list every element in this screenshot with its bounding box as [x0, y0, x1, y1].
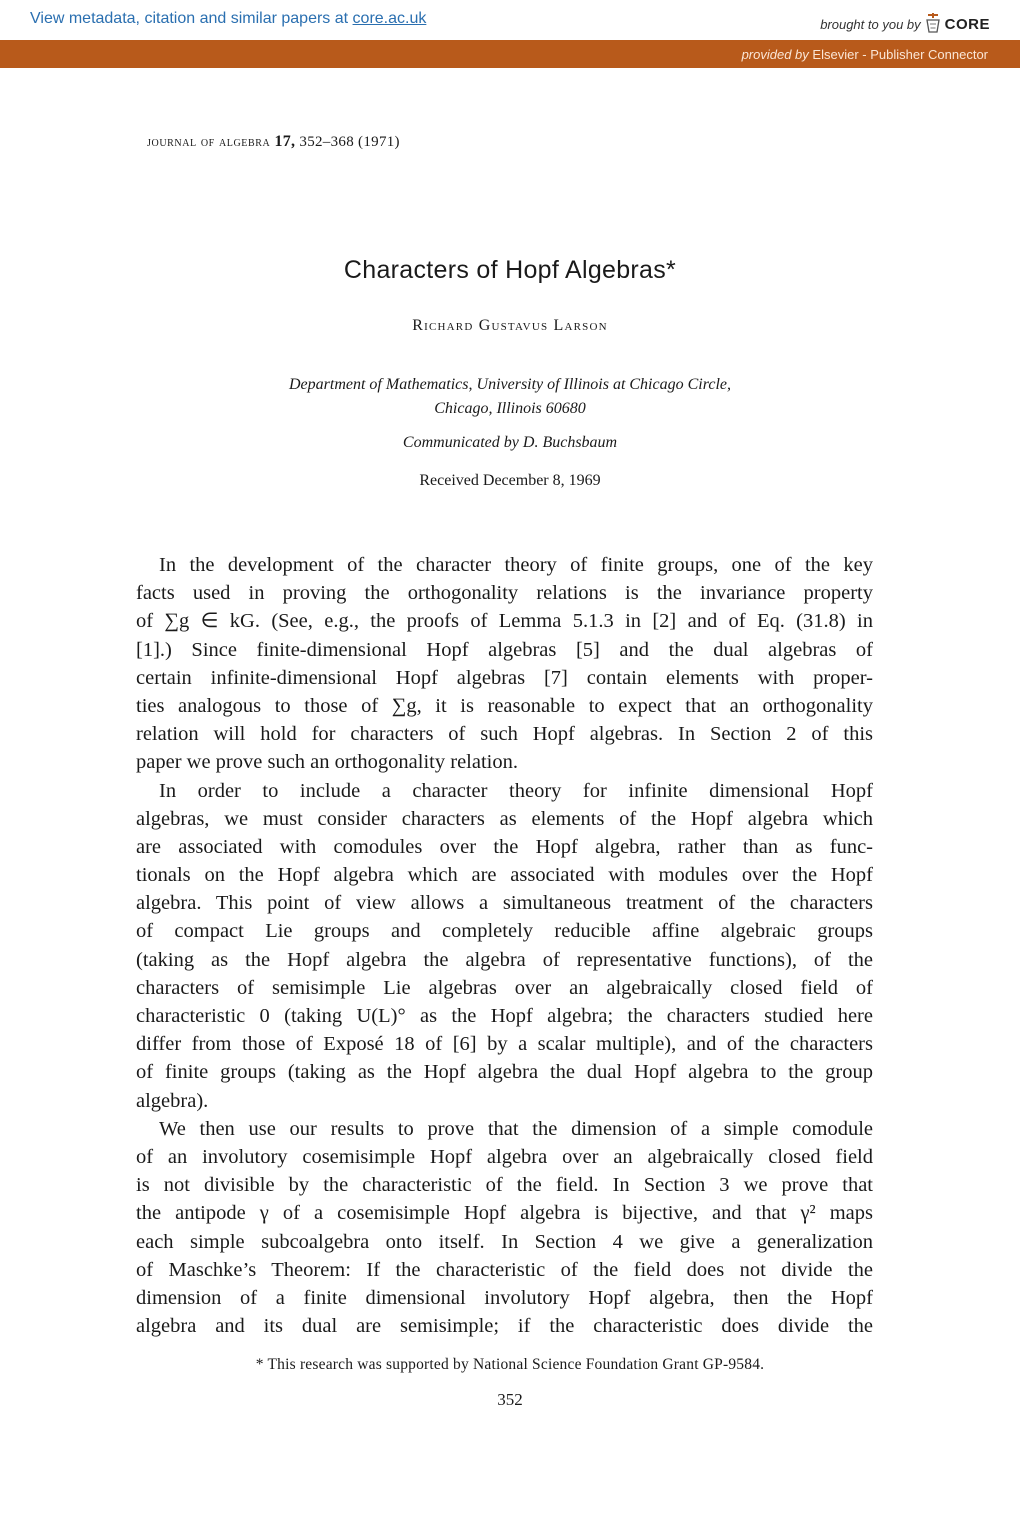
body-line: of finite groups (taking as the Hopf algebra the dual Hopf algebra to the group — [136, 1061, 873, 1084]
paper-title: Characters of Hopf Algebras* — [343, 256, 677, 284]
body-line: ties analogous to those of ∑g, it is reasonable to expect that an orthogonality — [136, 694, 873, 717]
body-line: algebras, we must consider characters as elements of the Hopf algebra which — [136, 807, 873, 830]
body-line: relation will hold for characters of such Hopf algebras. In Section 2 of this — [136, 723, 873, 746]
author-affiliation — [0, 373, 1020, 421]
journal-pages-year: 352–368 (1971) — [299, 134, 400, 150]
body-line: of ∑g ∈ kG. (See, e.g., the proofs of Lemma 5.1.3 in [2] and of Eq. (31.8) in — [136, 610, 873, 633]
core-ac-uk-link[interactable]: core.ac.uk — [352, 10, 427, 27]
core-top-banner — [0, 0, 1020, 40]
provided-by-label: provided by — [741, 47, 809, 62]
body-line: algebra). — [136, 1089, 209, 1112]
body-line: are associated with comodules over the Hopf algebra, rather than as func- — [136, 835, 873, 858]
body-line: of compact Lie groups and completely reducible affine algebraic groups — [136, 920, 873, 943]
provider-name: Elsevier - Publisher Connector — [812, 47, 988, 62]
body-line: characters of semisimple Lie algebras over an algebraically closed field of — [136, 976, 873, 999]
body-line: is not divisible by the characteristic of the field. In Section 3 we prove that — [136, 1174, 873, 1197]
journal-name: journal of algebra — [147, 135, 271, 150]
brought-to-you-label: brought to you by — [820, 17, 921, 32]
body-line: facts used in proving the orthogonality relations is the invariance property — [136, 582, 873, 605]
footnote: * This research was supported by National Science Foundation Grant GP-9584. — [255, 1356, 765, 1373]
body-line: [1].) Since finite-dimensional Hopf algebras [5] and the dual algebras of — [136, 638, 873, 661]
body-line: algebra. This point of view allows a simultaneous treatment of the characters — [136, 892, 873, 915]
body-line: In the development of the character theory of finite groups, one of the key — [159, 554, 873, 576]
affiliation-line-2: Chicago, Illinois 60680 — [434, 400, 586, 417]
affiliation-line-1: Department of Mathematics, University of Illinois at Chicago Circle, — [288, 376, 731, 393]
body-line: We then use our results to prove that the dimension of a simple comodule — [159, 1117, 873, 1140]
body-line: of Maschke’s Theorem: If the characteristic of the field does not divide the — [136, 1258, 873, 1281]
core-brand-name: CORE — [944, 16, 990, 33]
body-line: (taking as the Hopf algebra the algebra of representative functions), of the — [136, 948, 873, 971]
core-metadata-prefix: View metadata, citation and similar papers at — [30, 10, 349, 27]
body-text — [136, 551, 873, 1340]
core-brand[interactable] — [820, 12, 990, 37]
core-metadata-link[interactable] — [30, 10, 426, 28]
body-line: certain infinite-dimensional Hopf algebras [7] contain elements with proper- — [136, 666, 873, 689]
body-line: tionals on the Hopf algebra which are associated with modules over the Hopf — [136, 864, 873, 887]
body-line: the antipode γ of a cosemisimple Hopf algebra is bijective, and that γ² maps — [136, 1202, 873, 1225]
received-date: Received December 8, 1969 — [419, 472, 601, 489]
provider-text — [742, 47, 988, 62]
body-line: characteristic 0 (taking U(L)° as the Hopf algebra; the characters studied here — [136, 1005, 873, 1027]
core-logo-icon — [924, 12, 942, 37]
body-line: paper we prove such an orthogonality relation. — [136, 751, 518, 774]
journal-citation — [147, 133, 400, 151]
communicated-by: Communicated by D. Buchsbaum — [402, 434, 618, 451]
body-line: differ from those of Exposé 18 of [6] by a scalar multiple), and of the characters — [136, 1033, 873, 1056]
journal-volume: 17, — [274, 133, 296, 150]
body-line: of an involutory cosemisimple Hopf algebra over an algebraically closed field — [136, 1145, 873, 1168]
core-provider-bar — [0, 40, 1020, 68]
body-line: In order to include a character theory for infinite dimensional Hopf — [159, 779, 873, 802]
page-number: 352 — [497, 1390, 523, 1409]
body-line: each simple subcoalgebra onto itself. In Section 4 we give a generalization — [136, 1230, 873, 1253]
paper-author: Richard Gustavus Larson — [412, 317, 608, 334]
body-line: dimension of a finite dimensional involutory Hopf algebra, then the Hopf — [136, 1286, 873, 1309]
body-line: algebra and its dual are semisimple; if the characteristic does divide the — [136, 1315, 873, 1338]
